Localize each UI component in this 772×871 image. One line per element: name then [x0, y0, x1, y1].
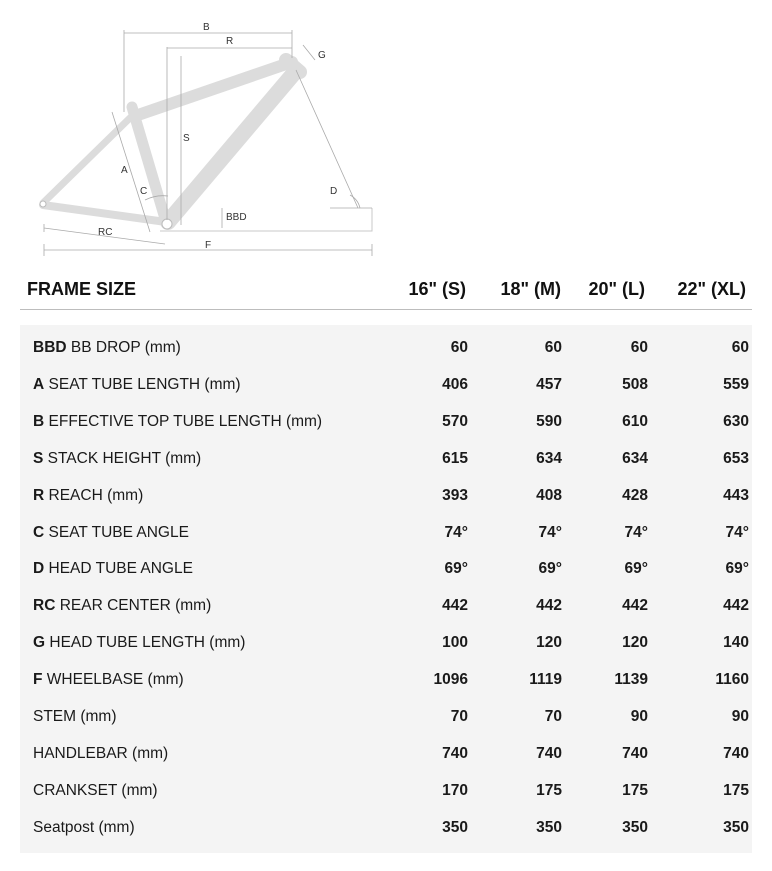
- row-value: 406: [442, 375, 468, 393]
- row-value: 60: [544, 339, 562, 356]
- header-size-s: 16" (S): [408, 279, 466, 299]
- row-value: 428: [622, 486, 648, 504]
- ground-line: [160, 208, 372, 231]
- row-value: 70: [450, 708, 468, 725]
- row-value: 70: [544, 708, 562, 725]
- label-bbd: BBD: [226, 212, 247, 223]
- row-label-text: EFFECTIVE TOP TUBE LENGTH (mm): [48, 412, 323, 430]
- row-value: 90: [731, 708, 749, 725]
- row-label: [33, 560, 193, 577]
- row-value: 74°: [624, 523, 648, 541]
- row-code: G: [33, 634, 46, 652]
- row-value: 590: [536, 412, 562, 430]
- row-label-text: Seatpost (mm): [33, 818, 135, 836]
- row-code: R: [33, 486, 45, 504]
- row-code: BBD: [33, 339, 67, 356]
- row-value: 350: [536, 818, 562, 836]
- row-value: 60: [731, 339, 749, 356]
- table-row: [20, 772, 752, 809]
- row-value: 740: [723, 744, 749, 762]
- row-value: 350: [622, 818, 648, 836]
- chain-stay: [43, 205, 166, 222]
- header-size-xl: 22" (XL): [677, 279, 746, 299]
- row-value: 442: [536, 597, 562, 615]
- row-value: 442: [622, 597, 648, 615]
- label-f: F: [205, 240, 212, 251]
- table-row: [20, 403, 752, 440]
- geometry-table: [20, 325, 752, 853]
- row-value: 653: [723, 449, 749, 467]
- row-value: 74°: [538, 523, 562, 541]
- row-value: 393: [442, 486, 468, 504]
- row-value: 90: [630, 708, 648, 725]
- row-label-text: REACH (mm): [48, 486, 144, 504]
- row-value: 508: [622, 375, 648, 393]
- row-label: [33, 450, 201, 467]
- row-label-text: SEAT TUBE LENGTH (mm): [48, 375, 241, 393]
- row-value: 740: [622, 744, 648, 762]
- row-label-text: HANDLEBAR (mm): [33, 744, 169, 762]
- row-value: 60: [630, 339, 648, 356]
- row-value: 443: [723, 486, 749, 504]
- header-size-m: 18" (M): [500, 279, 561, 299]
- row-label-text: WHEELBASE (mm): [46, 671, 184, 689]
- row-label-text: HEAD TUBE ANGLE: [48, 560, 193, 578]
- rear-axle: [40, 201, 46, 207]
- row-value: 457: [536, 375, 562, 393]
- dimension-lines: [44, 30, 372, 256]
- row-label: [33, 597, 211, 614]
- label-g: G: [318, 50, 326, 61]
- row-value: 442: [723, 597, 749, 615]
- row-label-text: CRANKSET (mm): [33, 781, 158, 799]
- row-value: 60: [450, 339, 468, 356]
- label-d: D: [330, 186, 338, 197]
- row-label: [33, 708, 117, 725]
- row-value: 559: [723, 375, 749, 393]
- row-label: [33, 339, 181, 356]
- table-row: [20, 440, 752, 477]
- row-label: [33, 671, 184, 688]
- row-value: 350: [723, 818, 749, 836]
- row-label: [33, 745, 168, 762]
- row-label-text: STACK HEIGHT (mm): [47, 449, 202, 467]
- seat-tube: [132, 107, 166, 222]
- row-value: 69°: [624, 560, 648, 578]
- row-code: S: [33, 449, 44, 467]
- row-label: [33, 782, 158, 799]
- row-value: 350: [442, 818, 468, 836]
- row-value: 442: [442, 597, 468, 615]
- label-b: B: [203, 22, 210, 33]
- label-s: S: [183, 133, 190, 144]
- row-code: F: [33, 671, 43, 689]
- table-row: [20, 514, 752, 551]
- table-row: [20, 477, 752, 514]
- row-value: 1139: [614, 671, 648, 689]
- seat-stay: [43, 114, 134, 203]
- table-row: [20, 698, 752, 735]
- row-value: 120: [622, 634, 648, 652]
- row-code: B: [33, 412, 45, 430]
- row-value: 175: [723, 781, 749, 799]
- table-row: [20, 624, 752, 661]
- row-label: [33, 819, 135, 836]
- head-tube: [286, 60, 300, 72]
- label-a: A: [121, 165, 128, 176]
- table-row: [20, 735, 752, 772]
- bike-frame: [43, 60, 300, 222]
- table-row: [20, 587, 752, 624]
- row-value: 74°: [444, 523, 468, 541]
- row-value: 100: [442, 634, 468, 652]
- row-value: 175: [536, 781, 562, 799]
- row-value: 69°: [725, 560, 749, 578]
- row-value: 1160: [715, 671, 749, 689]
- row-value: 615: [442, 449, 468, 467]
- label-c: C: [140, 186, 148, 197]
- row-value: 74°: [725, 523, 749, 541]
- table-row: [20, 329, 752, 366]
- row-value: 69°: [444, 560, 468, 578]
- row-label: [33, 634, 245, 651]
- row-label-text: BB DROP (mm): [70, 339, 181, 356]
- label-r: R: [226, 36, 234, 47]
- table-header: [20, 276, 752, 310]
- row-label: [33, 376, 241, 393]
- row-value: 630: [723, 412, 749, 430]
- header-size-l: 20" (L): [588, 279, 645, 299]
- row-label: [33, 487, 143, 504]
- row-label: [33, 524, 189, 541]
- row-value: 740: [442, 744, 468, 762]
- frame-geometry-diagram: [0, 0, 772, 262]
- row-value: 69°: [538, 560, 562, 578]
- row-label-text: SEAT TUBE ANGLE: [48, 523, 189, 541]
- table-row: [20, 661, 752, 698]
- bottom-bracket: [162, 219, 172, 229]
- table-row: [20, 809, 752, 846]
- table-row: [20, 550, 752, 587]
- header-frame-size: FRAME SIZE: [27, 279, 137, 299]
- row-label: [33, 413, 322, 430]
- row-value: 120: [536, 634, 562, 652]
- row-code: A: [33, 375, 45, 393]
- row-value: 170: [442, 781, 468, 799]
- row-value: 140: [723, 634, 749, 652]
- row-value: 1119: [529, 671, 562, 689]
- row-value: 175: [622, 781, 648, 799]
- row-value: 1096: [433, 671, 468, 689]
- row-value: 740: [536, 744, 562, 762]
- row-value: 634: [536, 449, 562, 467]
- row-value: 634: [622, 449, 648, 467]
- row-value: 570: [442, 412, 468, 430]
- row-code: RC: [33, 597, 56, 615]
- table-row: [20, 366, 752, 403]
- label-rc: RC: [98, 227, 113, 238]
- row-value: 610: [622, 412, 648, 430]
- row-label-text: STEM (mm): [33, 708, 117, 725]
- row-code: D: [33, 560, 45, 578]
- row-value: 408: [536, 486, 562, 504]
- row-label-text: HEAD TUBE LENGTH (mm): [49, 634, 246, 652]
- row-code: C: [33, 523, 45, 541]
- row-label-text: REAR CENTER (mm): [59, 597, 212, 615]
